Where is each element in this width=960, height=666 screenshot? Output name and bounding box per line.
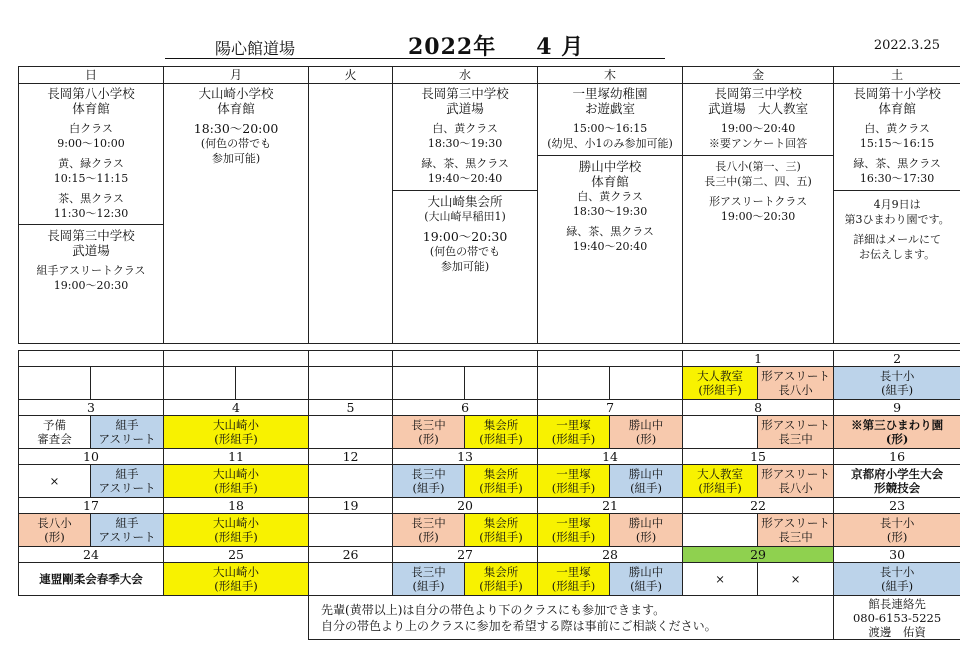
event-cell [236,367,309,400]
cell-text: (形組手) [214,579,258,593]
footer-row [19,596,960,640]
notice: 第3ひまわり園です。 [844,213,950,226]
date-cell: 9 [834,400,960,416]
issue-date: 2022.3.25 [873,38,940,53]
cell-text: ※第三ひまわり園 [851,418,944,432]
date-cell [164,351,309,367]
venue-room: 体育館 [72,101,110,116]
event-cell [538,563,610,596]
weekday-sun: 日 [19,67,164,84]
class-note: 参加可能) [211,152,261,165]
event-cell [91,465,164,498]
week-2-events [19,416,960,449]
venue: 大山崎小学校 [198,86,274,101]
date-cell: 15 [683,449,834,465]
class-time: 18:30～19:30 [572,205,648,218]
cell-text: (形) [635,432,657,446]
cell-text: アスリート [98,432,156,446]
date-cell: 12 [309,449,393,465]
cell-text: (形組手) [214,530,258,544]
event-cell [393,563,465,596]
date-cell: 7 [538,400,683,416]
date-cell: 17 [19,498,164,514]
dojo-name: 陽心館道場 [215,39,296,58]
event-cell [164,563,309,596]
cell-text: (形) [885,432,909,446]
class-name: 茶、黒クラス [58,192,124,205]
cell-text: 長十小 [879,565,915,579]
cell-text: 審査会 [37,432,72,446]
cell-text: 形アスリート [761,369,830,383]
event-cell [393,465,465,498]
cell-text: (組手) [412,579,445,593]
event-cell [610,514,683,547]
schedule-tue [309,84,393,344]
event-cell [91,367,164,400]
event-cell [393,514,465,547]
event-cell [834,416,960,449]
cell-text: 長八小 [778,383,813,397]
weekday-mon: 月 [164,67,309,84]
cell-text: 組手 [115,516,139,530]
class-name: 黄、緑クラス [58,157,124,170]
venue-room: 武道場 [72,243,110,258]
cell-text: 大人教室 [697,369,744,383]
venue-room: お遊戯室 [585,101,636,116]
venue: 大山崎集会所 [427,194,503,209]
date-cell: 30 [834,547,960,563]
event-cell [683,367,758,400]
cell-text: 集会所 [483,467,519,481]
year-month-title [408,30,584,61]
class-note: (幼児、小1のみ参加可能) [547,137,673,150]
cell-text: (組手) [630,579,663,593]
cell-text: 勝山中 [628,565,664,579]
cell-text: 予備 [43,418,66,432]
cell-text: (形組手) [479,481,523,495]
venue: 長岡第三中学校 [47,228,135,243]
cell-text: 形アスリート [761,467,830,481]
week-2-dates [19,400,960,416]
date-cell: 21 [538,498,683,514]
event-cell [465,416,538,449]
notice: お伝えします。 [859,248,936,261]
date-cell: 19 [309,498,393,514]
class-name: 緑、茶、黒クラス [566,225,654,238]
event-cell [834,514,960,547]
class-note: (何色の帯でも [200,137,272,150]
cell-text: 集会所 [483,565,519,579]
event-cell [309,416,393,449]
event-cell [610,563,683,596]
cell-text: 長三中 [411,418,446,432]
date-cell: 5 [309,400,393,416]
schedule-wed [393,84,538,344]
date-cell: 1 [683,351,834,367]
date-cell: 14 [538,449,683,465]
event-cell [465,563,538,596]
event-cell: 連盟剛柔会春季大会 [19,563,164,596]
class-time: 15:15～16:15 [859,137,935,150]
venue-room: 体育館 [217,101,255,116]
venue-schedule: 長三中(第二、四、五) [704,175,812,188]
date-cell: 22 [683,498,834,514]
cell-text: (形組手) [551,579,596,593]
date-cell: 4 [164,400,309,416]
cell-text: 形アスリート [761,418,830,432]
week-3-dates [19,449,960,465]
class-time: 10:15～11:15 [53,172,129,185]
class-time: 16:30～17:30 [859,172,935,185]
event-cell [19,416,91,449]
venue: 長岡第八小学校 [47,86,135,101]
cell-text: (形) [418,530,439,544]
venue: 長岡第三中学校 [714,86,802,101]
class-name: 白、黄クラス [577,190,643,203]
schedule-sun [19,84,164,344]
cell-text: 大山崎小 [213,565,260,579]
cell-text: 長八小 [778,481,813,495]
calendar [18,66,950,640]
cell-text: (形) [418,432,439,446]
date-cell [393,351,538,367]
venue: 一里塚幼稚園 [572,86,648,101]
event-cell [610,367,683,400]
date-cell: 13 [393,449,538,465]
venue-address: (大山崎早稲田1) [424,210,506,223]
cell-text: アスリート [98,481,156,495]
cell-text: 集会所 [483,418,519,432]
venue-room: 武道場 大人教室 [708,101,809,116]
cell-text: 形アスリート [761,516,830,530]
cell-text: (形) [635,530,657,544]
class-note: 参加可能) [440,260,490,273]
weekday-thu: 木 [538,67,683,84]
header [0,0,960,66]
date-cell: 18 [164,498,309,514]
event-cell [834,367,960,400]
class-name: 緑、茶、黒クラス [421,157,509,170]
event-cell [758,416,834,449]
cell-text: 大人教室 [697,467,744,481]
schedule-thu [538,84,683,344]
cell-text: (形) [886,530,908,544]
class-time: 19:00～20:30 [720,210,796,223]
venue: 長岡第十小学校 [853,86,941,101]
event-cell [538,416,610,449]
class-time: 19:40～20:40 [427,172,503,185]
schedule-row [19,84,960,344]
event-cell [465,514,538,547]
contact-phone: 080-6153-5225 [852,610,942,625]
week-5-dates [19,547,960,563]
class-time: 15:00～16:15 [572,122,648,135]
week-4-events [19,514,960,547]
date-cell [309,351,393,367]
date-cell: 2 [834,351,960,367]
event-cell [393,367,465,400]
event-cell [834,563,960,596]
cell-text: 長十小 [879,369,915,383]
weekday-sat: 土 [834,67,960,84]
footer-empty [19,596,309,640]
cell-text: (形組手) [551,530,596,544]
event-cell [465,367,538,400]
cell-text: アスリート [98,530,156,544]
event-cell [683,514,758,547]
class-name: 形アスリートクラス [709,195,808,208]
cancel-mark-icon: × [758,563,834,596]
event-cell [164,416,309,449]
date-cell: 29 [683,547,834,563]
footer-note [309,596,834,640]
year: 2022年 [408,34,497,60]
event-cell [309,563,393,596]
schedule-mon [164,84,309,344]
contact-info [834,596,960,640]
cell-text: 組手 [115,418,139,432]
cell-text: 長八小 [37,516,72,530]
schedule-sat [834,84,960,344]
venue-room: 体育館 [591,174,629,189]
notice: 詳細はメールにて [853,233,941,246]
cell-text: (形組手) [214,481,258,495]
class-name: 組手アスリートクラス [36,264,146,277]
week-3-events [19,465,960,498]
cell-text: 勝山中 [628,418,664,432]
cell-text: 京都府小学生大会 [851,467,944,481]
event-cell [758,367,834,400]
event-cell [19,514,91,547]
class-time: 18:30～20:00 [193,121,279,136]
cell-text: 一里塚 [556,516,591,530]
cell-text: (組手) [412,481,445,495]
cancel-mark-icon: × [19,465,91,498]
weekday-tue: 火 [309,67,393,84]
class-time: 11:30～12:30 [53,207,129,220]
class-time: 19:00～20:30 [53,279,129,292]
date-cell: 16 [834,449,960,465]
cell-text: 大山崎小 [213,516,260,530]
date-cell: 11 [164,449,309,465]
week-1-events [19,367,960,400]
event-cell [19,367,91,400]
date-cell [19,351,164,367]
class-name: 白、黄クラス [864,122,930,135]
class-name: 白クラス [69,122,113,135]
event-cell [164,465,309,498]
weekday-fri: 金 [683,67,834,84]
event-cell [309,367,393,400]
contact-name: 渡邊 佑資 [868,624,926,639]
date-cell: 10 [19,449,164,465]
venue: 長岡第三中学校 [421,86,509,101]
event-cell [758,514,834,547]
contact-label: 館長連絡先 [868,596,926,611]
cell-text: 大山崎小 [213,467,260,481]
event-cell [834,465,960,498]
date-cell: 20 [393,498,538,514]
note-line: 自分の帯色より上のクラスに参加を希望する際は事前にご相談ください。 [321,618,717,633]
title-underline [165,58,665,59]
event-cell [538,514,610,547]
cell-text: (形組手) [479,432,523,446]
class-name: 緑、茶、黒クラス [853,157,941,170]
cell-text: (形組手) [698,481,742,495]
venue: 勝山中学校 [578,159,642,174]
spacer-row [19,344,960,351]
cell-text: (形組手) [551,481,596,495]
date-cell: 3 [19,400,164,416]
class-time: 9:00～10:00 [57,137,125,150]
week-5-events [19,563,960,596]
cell-text: (形) [44,530,65,544]
event-cell [610,465,683,498]
cell-text: 一里塚 [556,418,591,432]
cell-text: 長三中 [778,530,813,544]
class-time: 18:30～19:30 [427,137,503,150]
cell-text: 形競技会 [874,481,921,495]
event-cell [683,465,758,498]
note-line: 先輩(黄帯以上)は自分の帯色より下のクラスにも参加できます。 [321,602,666,617]
date-cell: 8 [683,400,834,416]
venue-schedule: 長八小(第一、三) [715,160,801,173]
class-note: (何色の帯でも [429,245,501,258]
event-cell [758,465,834,498]
cell-text: 勝山中 [628,516,664,530]
cell-text: (組手) [881,383,914,397]
event-cell [164,367,236,400]
cell-text: (形組手) [698,383,742,397]
cell-text: 長三中 [778,432,813,446]
venue-room: 体育館 [878,101,916,116]
event-cell [683,416,758,449]
month: 4 月 [536,34,585,60]
event-cell [465,465,538,498]
cell-text: (形組手) [214,432,258,446]
class-time: 19:00～20:40 [720,122,796,135]
cancel-mark-icon: × [683,563,758,596]
event-cell [91,514,164,547]
event-cell [538,367,610,400]
event-cell [91,416,164,449]
class-name: 白、黄クラス [432,122,498,135]
date-cell: 23 [834,498,960,514]
cell-text: 長三中 [411,467,446,481]
date-cell [538,351,683,367]
date-cell: 27 [393,547,538,563]
cell-text: 長三中 [411,516,446,530]
date-cell: 25 [164,547,309,563]
week-4-dates [19,498,960,514]
cell-text: 一里塚 [556,565,591,579]
cell-text: 集会所 [483,516,519,530]
event-cell [164,514,309,547]
weekday-wed: 水 [393,67,538,84]
cell-text: (組手) [630,481,663,495]
notice: 4月9日は [873,198,921,211]
class-note: ※要アンケート回答 [708,137,808,150]
date-cell: 24 [19,547,164,563]
cell-text: 長十小 [879,516,915,530]
cell-text: 勝山中 [628,467,664,481]
week-1-dates [19,351,960,367]
date-cell: 26 [309,547,393,563]
cell-text: 大山崎小 [213,418,260,432]
cell-text: (組手) [881,579,914,593]
cell-text: (形組手) [551,432,596,446]
event-cell [610,416,683,449]
cell-text: 長三中 [411,565,446,579]
event-cell [538,465,610,498]
cell-text: (形組手) [479,579,523,593]
date-cell: 28 [538,547,683,563]
venue-room: 武道場 [446,101,484,116]
cell-text: (形組手) [479,530,523,544]
date-cell: 6 [393,400,538,416]
event-cell [393,416,465,449]
event-cell [309,514,393,547]
cell-text: 一里塚 [556,467,591,481]
event-cell [309,465,393,498]
class-time: 19:40～20:40 [572,240,648,253]
schedule-fri [683,84,834,344]
class-time: 19:00～20:30 [422,229,508,244]
weekday-row [19,67,960,84]
cell-text: 組手 [115,467,139,481]
